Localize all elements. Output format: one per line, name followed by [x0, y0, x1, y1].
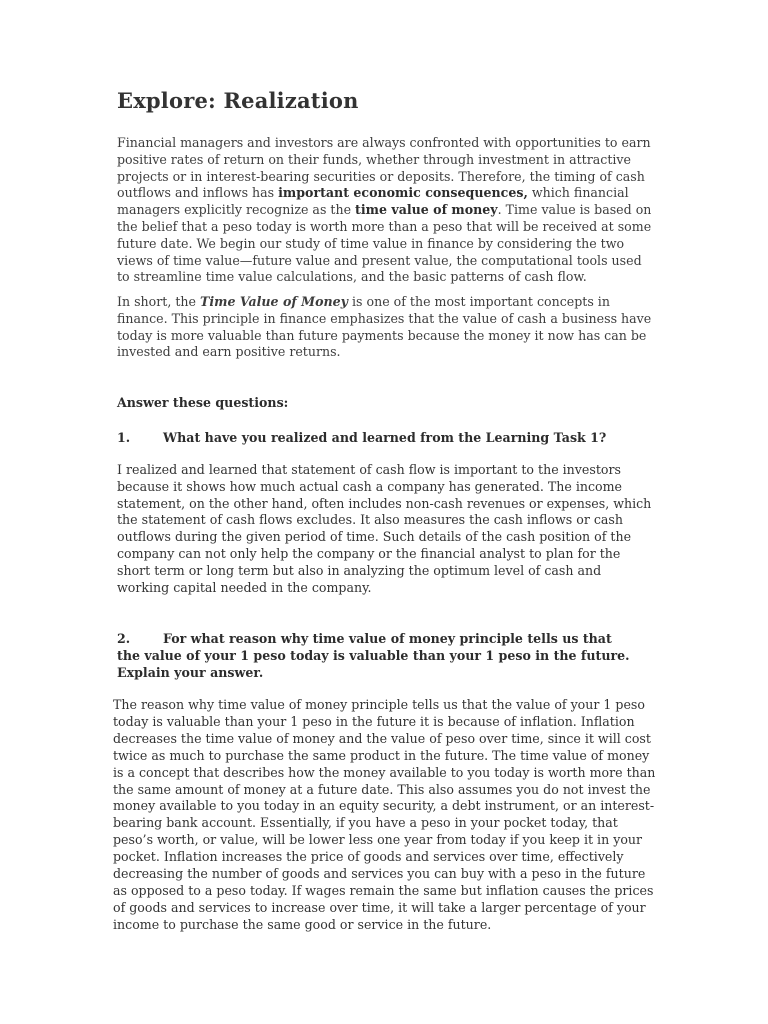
intro-text-2: which financial managers explicitly recognize as the: [117, 185, 629, 218]
summary-emphasis-tvm: Time Value of Money: [199, 294, 348, 309]
intro-paragraph: [117, 135, 657, 286]
intro-text-3: . Time value is based on the belief that a peso today is worth more than a peso that will be received at some future date. We begin our study of time value in finance by considering the two views of time value—future value and present value, the computational tools used to streamline time value calculations, and the basic patterns of cash flow.: [117, 202, 652, 285]
summary-text-post: is one of the most important concepts in finance. This principle in finance emphasizes that the value of cash a business have today is more valuable than future payments because the money it now has can be invested and earn positive returns.: [117, 294, 652, 360]
page-title: Explore: Realization: [117, 88, 359, 113]
answer-1: I realized and learned that statement of cash flow is important to the investors because it shows how much actual cash a company has generated. The income statement, on the other hand, often includes non-cash revenues or expenses, which the statement of cash flows excludes. It also measures the cash inflows or cash outflows during the given period of time. Such details of the cash position of the company can not only help the company or the financial analyst to plan for the short term or long term but also in analyzing the optimum level of cash and working capital needed in the company.: [117, 462, 652, 595]
answer-2: The reason why time value of money principle tells us that the value of your 1 peso today is valuable than your 1 peso in the future it is because of inflation. Inflation decreases the time value of money and the value of peso over time, since it will cost twice as much to purchase the same product in the future. The time value of money is a concept that describes how the money available to you today is worth more than the same amount of money at a future date. This also assumes you do not invest the money available to you today in an equity security, a debt instrument, or an interest-bearing bank account. Essentially, if you have a peso in your pocket today, that peso’s worth, or value, will be lower less one year from today if you keep it in your pocket. Inflation increases the price of goods and services over time, effectively decreasing the number of goods and services you can buy with a peso in the future as opposed to a peso today. If wages remain the same but inflation causes the prices of goods and services to increase over time, it will take a larger percentage of your income to purchase the same good or service in the future.: [113, 697, 656, 932]
question-text: For what reason why time value of money principle tells us that the value of your 1 peso today is valuable than your 1 peso in the future. Explain your answer.: [117, 631, 630, 680]
summary-text-pre: In short, the: [117, 294, 200, 309]
question-number: 2.: [117, 631, 131, 646]
question-2: [117, 630, 637, 681]
summary-paragraph: [117, 294, 657, 361]
intro-bold-consequences: important economic consequences,: [278, 185, 528, 201]
intro-text-1: Financial managers and investors are always confronted with opportunities to earn positive rates of return on their funds, whether through investment in attractive projects or in interest-bearing securities or deposits. Therefore, the timing of cash outflows and inflows has: [117, 135, 651, 201]
answer-heading: Answer these questions:: [117, 395, 289, 410]
question-text: What have you realized and learned from the Learning Task 1?: [163, 430, 607, 445]
question-number: 1.: [117, 430, 131, 445]
question-1: [117, 429, 657, 446]
intro-bold-tvm: time value of money: [355, 202, 498, 218]
